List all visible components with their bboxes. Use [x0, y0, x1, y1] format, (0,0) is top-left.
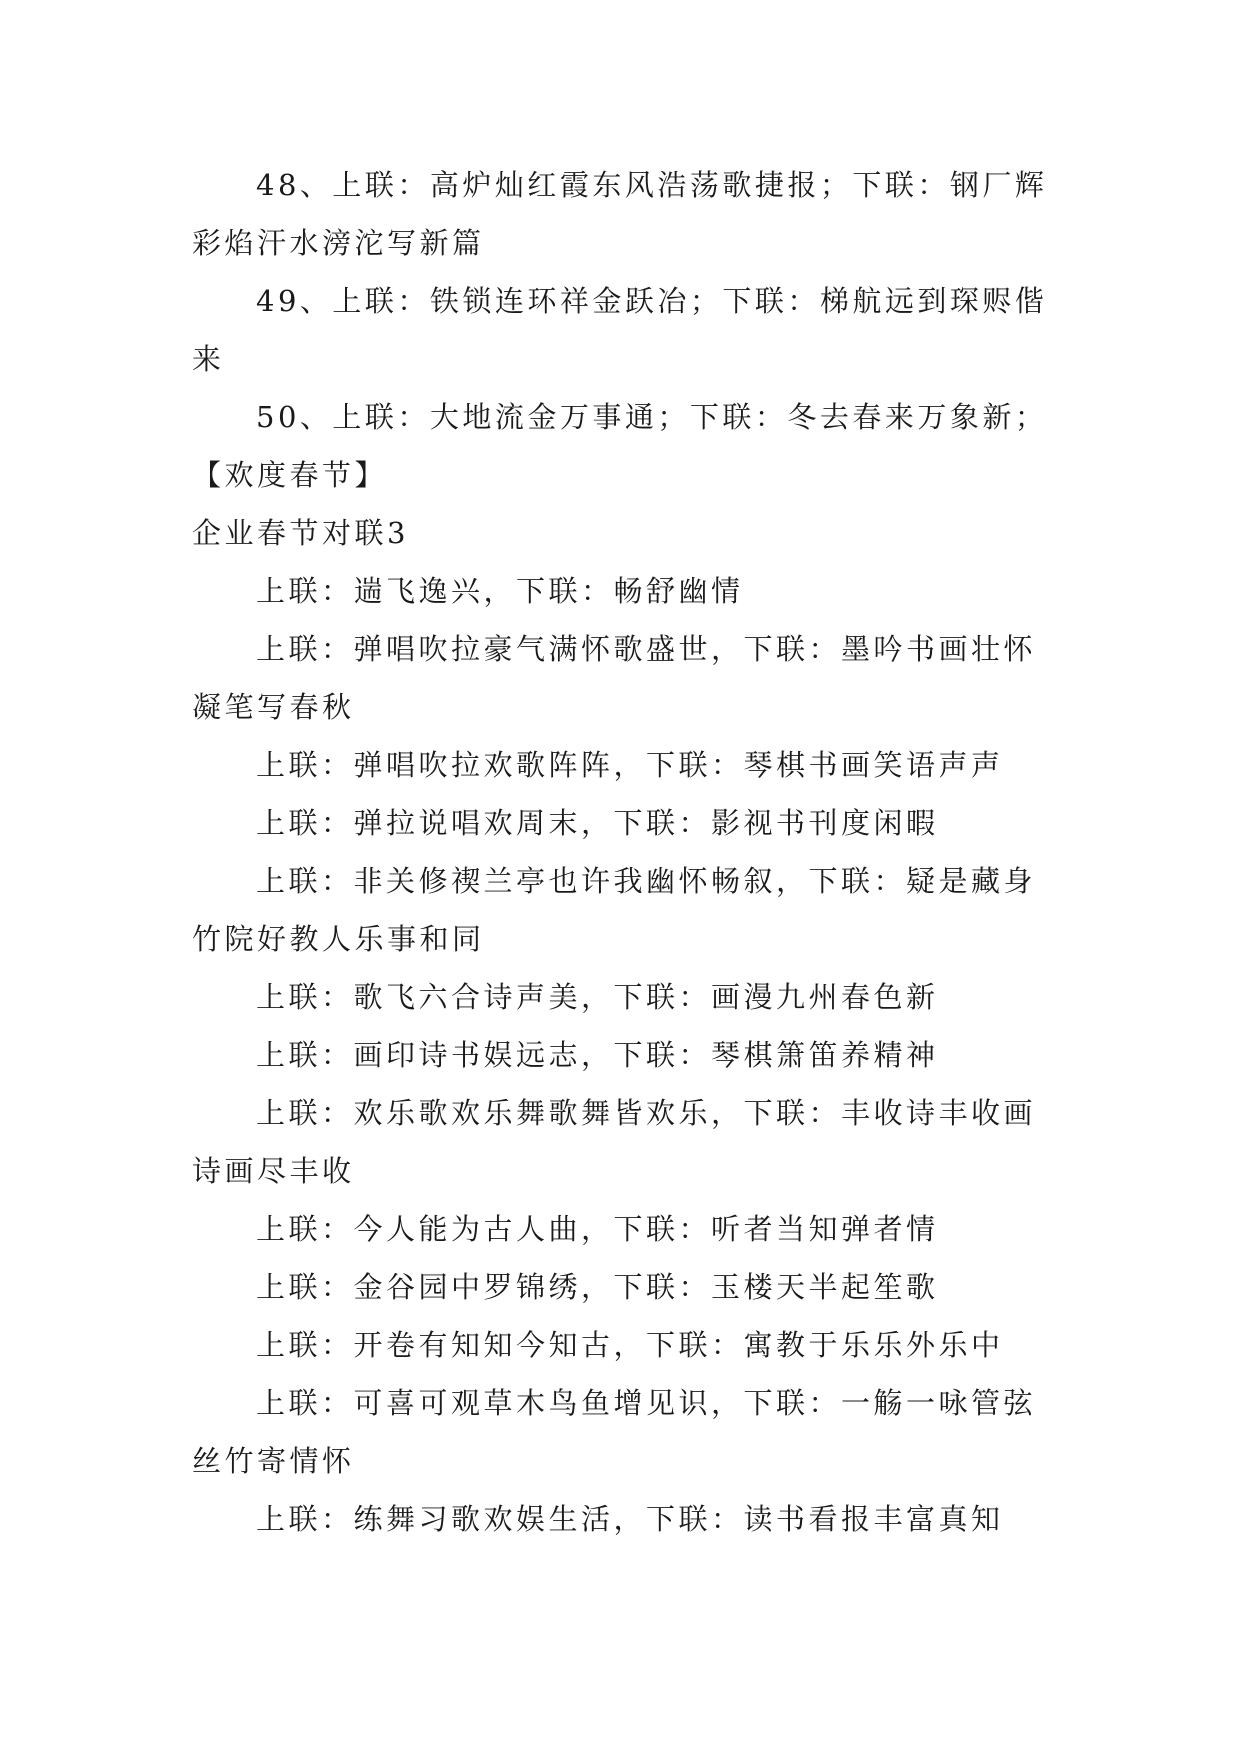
- couplet-line-continuation: 丝竹寄情怀: [192, 1444, 355, 1478]
- couplet-49-line-2: 来: [192, 342, 225, 376]
- couplet-line: 上联：练舞习歌欢娱生活，下联：读书看报丰富真知: [256, 1502, 1004, 1536]
- couplet-line: 上联：可喜可观草木鸟鱼增见识，下联：一觞一咏管弦: [256, 1386, 1037, 1420]
- couplet-line: 上联：弹拉说唱欢周末，下联：影视书刊度闲暇: [256, 806, 939, 840]
- couplet-line: 上联：弹唱吹拉豪气满怀歌盛世，下联：墨吟书画壮怀: [256, 632, 1037, 666]
- couplet-line: 上联：欢乐歌欢乐舞歌舞皆欢乐，下联：丰收诗丰收画: [256, 1096, 1037, 1130]
- couplet-line: 上联：今人能为古人曲，下联：听者当知弹者情: [256, 1212, 939, 1246]
- section-heading: 企业春节对联3: [192, 516, 409, 550]
- couplet-line: 上联：歌飞六合诗声美，下联：画漫九州春色新: [256, 980, 939, 1014]
- couplet-line: 上联：非关修禊兰亭也许我幽怀畅叙，下联：疑是藏身: [256, 864, 1037, 898]
- couplet-line: 上联：遄飞逸兴，下联：畅舒幽情: [256, 574, 744, 608]
- document-body: [192, 156, 1054, 1548]
- couplet-line: 上联：弹唱吹拉欢歌阵阵，下联：琴棋书画笑语声声: [256, 748, 1004, 782]
- couplet-48-line-2: 彩焰汗水滂沱写新篇: [192, 226, 485, 260]
- couplet-50-line-1: 50、上联：大地流金万事通；下联：冬去春来万象新；: [256, 400, 1048, 434]
- section-tag: 【欢度春节】: [192, 458, 388, 492]
- couplet-line: 上联：金谷园中罗锦绣，下联：玉楼天半起笙歌: [256, 1270, 939, 1304]
- couplet-49-line-1: 49、上联：铁锁连环祥金跃冶；下联：梯航远到琛赆偕: [256, 284, 1048, 318]
- couplet-line-continuation: 诗画尽丰收: [192, 1154, 355, 1188]
- couplet-line-continuation: 竹院好教人乐事和同: [192, 922, 485, 956]
- couplet-line: 上联：开卷有知知今知古，下联：寓教于乐乐外乐中: [256, 1328, 1004, 1362]
- couplet-48-line-1: 48、上联：高炉灿红霞东风浩荡歌捷报；下联：钢厂辉: [256, 168, 1048, 202]
- couplet-line-continuation: 凝笔写春秋: [192, 690, 355, 724]
- couplet-line: 上联：画印诗书娱远志，下联：琴棋箫笛养精神: [256, 1038, 939, 1072]
